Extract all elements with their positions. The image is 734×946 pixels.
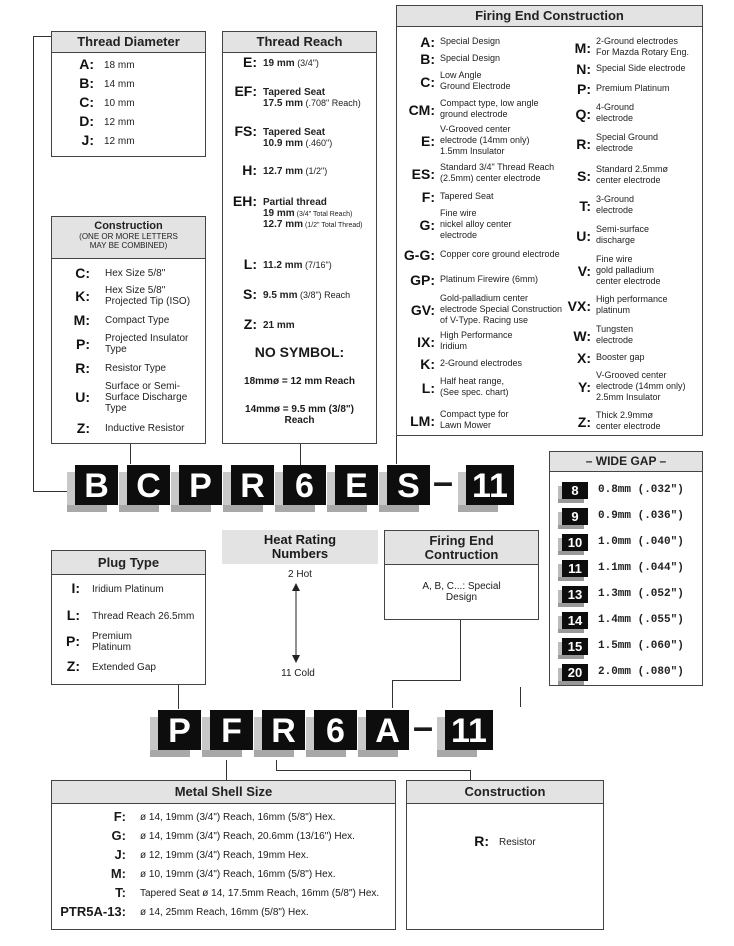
- code-letter-block: A: [366, 710, 409, 750]
- reach-value: 19 mm: [263, 208, 295, 219]
- code-dash: –: [433, 461, 454, 502]
- code-dash: –: [413, 706, 434, 747]
- code-desc: Ground Electrode: [440, 81, 511, 91]
- code-desc: Lawn Mower: [440, 420, 492, 430]
- code-label: C:: [79, 94, 94, 110]
- code-desc: ø 14, 25mm Reach, 16mm (5/8") Hex.: [140, 907, 309, 918]
- code-desc: Special Side electrode: [596, 63, 686, 73]
- thread-diameter-box: [51, 31, 206, 157]
- connector-line: [392, 680, 393, 708]
- code-letter-block: R: [231, 465, 274, 505]
- code-label: FS:: [234, 123, 257, 139]
- wide-gap-number: 8: [562, 482, 588, 499]
- reach-value: 12.7 mm: [263, 166, 304, 177]
- wide-gap-value: 1.1mm (.044"): [598, 562, 684, 574]
- code-desc: Special Design: [440, 53, 501, 63]
- code-label: Q:: [575, 105, 591, 122]
- metal-shell-box: [51, 780, 396, 930]
- code-desc: platinum: [596, 305, 631, 315]
- metal-shell-title: Metal Shell Size: [52, 781, 395, 804]
- code-desc: 2-Ground electrodes: [440, 358, 523, 368]
- code-desc: gold palladium: [596, 265, 655, 275]
- code-label: K:: [75, 288, 90, 304]
- thread-diameter-title: Thread Diameter: [52, 32, 205, 53]
- code-label: Y:: [578, 379, 591, 395]
- code-letter-block: 6: [314, 710, 357, 750]
- wide-gap-number: 10: [562, 534, 588, 551]
- firing-end-box: [396, 5, 703, 436]
- code-desc: electrode Special Construction: [440, 304, 563, 314]
- reach-note: (3/4" Total Reach): [294, 211, 353, 218]
- reach-note: (3/4"): [294, 58, 319, 68]
- code-label: M:: [574, 39, 591, 56]
- wide-gap-value: 1.5mm (.060"): [598, 640, 684, 652]
- code-desc: 3-Ground: [596, 194, 635, 204]
- code-label: GP:: [410, 272, 435, 288]
- reach-note: (.708" Reach): [303, 98, 361, 108]
- code-desc: Projected Insulator: [105, 333, 189, 344]
- code-label: A:: [79, 56, 94, 72]
- code-desc: Copper core ground electrode: [440, 249, 560, 259]
- connector-line: [300, 444, 301, 466]
- code-desc: ø 10, 19mm (3/4") Reach, 16mm (5/8") Hex.: [140, 869, 336, 880]
- code-suffix-block: 11: [466, 465, 514, 505]
- connector-line: [392, 680, 461, 681]
- code-label: VX:: [567, 297, 591, 314]
- code-desc: Surface Discharge: [105, 392, 188, 403]
- code-desc: Platinum: [92, 642, 131, 653]
- code-desc: Semi-surface: [596, 224, 650, 234]
- code-desc: Inductive Resistor: [105, 423, 185, 434]
- connector-line: [178, 685, 179, 709]
- code-suffix-block: 11: [445, 710, 493, 750]
- code-label: C:: [420, 73, 435, 90]
- connector-line: [33, 491, 67, 492]
- code-desc: 12 mm: [104, 117, 135, 128]
- code-label: I:: [71, 580, 80, 596]
- code-desc: [263, 260, 332, 271]
- code-label: LM:: [410, 412, 435, 429]
- code-label: F:: [421, 189, 435, 205]
- no-symbol-line: Reach: [284, 415, 315, 426]
- wide-gap-number: 14: [562, 612, 588, 629]
- code-desc: Compact Type: [105, 315, 170, 326]
- code-label: P:: [577, 81, 591, 97]
- reach-value: 19 mm: [263, 58, 295, 69]
- reach-note: (.460"): [303, 138, 333, 148]
- code-letter-block: P: [179, 465, 222, 505]
- code-label: P:: [66, 633, 80, 649]
- code-desc: Booster gap: [596, 352, 645, 362]
- code-label: EF:: [234, 83, 257, 99]
- code-label: S:: [577, 167, 591, 184]
- code-desc: Fine wire: [440, 208, 477, 218]
- code-desc: Thread Reach 26.5mm: [92, 611, 195, 622]
- code-label: L:: [243, 256, 257, 272]
- code-label: R:: [474, 833, 489, 849]
- code-desc: electrode: [596, 205, 634, 215]
- code-desc: Hex Size 5/8": [105, 268, 166, 279]
- connector-line: [520, 687, 521, 707]
- code-desc: ground electrode: [440, 109, 508, 119]
- code-desc: Hex Size 5/8": [105, 285, 166, 296]
- code-letter-block: S: [387, 465, 430, 505]
- code-label: S:: [243, 286, 257, 302]
- code-desc: [263, 138, 332, 149]
- code-label: P:: [76, 336, 90, 352]
- code-desc: discharge: [596, 235, 636, 245]
- code-label: T:: [115, 885, 126, 900]
- code-desc: electrode: [596, 113, 634, 123]
- code-desc: Compact type for: [440, 409, 509, 419]
- no-symbol-line: 18mmø = 12 mm Reach: [244, 376, 355, 387]
- code-desc: [263, 166, 327, 177]
- construction-box: [51, 216, 206, 444]
- connector-line: [276, 770, 471, 771]
- code-letter-block: E: [335, 465, 378, 505]
- code-desc: Type: [105, 344, 127, 355]
- heat-range-arrow: [290, 583, 302, 663]
- code-label: R:: [576, 135, 591, 152]
- code-letter-block: B: [75, 465, 118, 505]
- code-desc: Iridium: [440, 341, 468, 351]
- code-desc: 2-Ground electrodes: [596, 36, 679, 46]
- code-desc: [263, 98, 361, 109]
- heat-rating-title: Heat Rating: [263, 532, 337, 547]
- code-label: U:: [576, 227, 591, 244]
- firing-end-2-title: Contruction: [424, 547, 499, 562]
- code-desc: ø 14, 19mm (3/4") Reach, 16mm (5/8") Hex.: [140, 812, 336, 823]
- plug-type-title: Plug Type: [52, 551, 205, 575]
- code-desc: [263, 290, 350, 301]
- code-desc: Premium Platinum: [596, 83, 670, 93]
- code-desc: 1.5mm Insulator: [440, 146, 505, 156]
- code-desc: electrode (14mm only): [596, 381, 686, 391]
- code-label: R:: [75, 360, 90, 376]
- code-desc: Thick 2.9mmø: [596, 410, 654, 420]
- code-label: C:: [75, 265, 90, 281]
- connector-line: [396, 436, 397, 464]
- heat-cold-label: 11 Cold: [281, 668, 315, 679]
- code-label: ES:: [411, 165, 435, 182]
- code-desc: ø 12, 19mm (3/4") Reach, 19mm Hex.: [140, 850, 309, 861]
- firing-end-title: Firing End Construction: [397, 6, 702, 27]
- connector-line: [33, 36, 51, 37]
- code-desc: electrode: [596, 143, 634, 153]
- code-desc: center electrode: [596, 421, 661, 431]
- code-label: Z:: [66, 658, 80, 674]
- code-label: K:: [420, 356, 435, 372]
- code-label: CM:: [408, 101, 435, 118]
- code-desc: Tapered Seat ø 14, 17.5mm Reach, 16mm (5/8") Hex.: [140, 888, 380, 899]
- code-desc: Tapered Seat: [440, 191, 494, 201]
- reach-value: 10.9 mm: [263, 138, 304, 149]
- code-desc: Fine wire: [596, 254, 633, 264]
- code-desc: electrode (14mm only): [440, 135, 530, 145]
- code-desc: ø 14, 19mm (3/4") Reach, 20.6mm (13/16") Hex.: [140, 831, 355, 842]
- code-letter-block: P: [158, 710, 201, 750]
- code-label: N:: [576, 61, 591, 77]
- code-label: G:: [111, 828, 126, 843]
- code-label: Z:: [243, 316, 257, 332]
- wide-gap-number: 20: [562, 664, 588, 681]
- construction-subtitle: (ONE OR MORE LETTERS: [79, 232, 178, 241]
- reach-value: 11.2 mm: [263, 260, 303, 271]
- reach-note: (7/16"): [302, 260, 332, 270]
- code-letter-block: C: [127, 465, 170, 505]
- wide-gap-number: 11: [562, 560, 588, 577]
- code-label: H:: [242, 162, 257, 178]
- code-desc: V-Grooved center: [440, 124, 511, 134]
- wide-gap-value: 0.8mm (.032"): [598, 484, 684, 496]
- construction-title: Construction: [94, 220, 163, 232]
- wide-gap-value: 2.0mm (.080"): [598, 666, 684, 678]
- wide-gap-title: – WIDE GAP –: [550, 452, 702, 472]
- code-desc: For Mazda Rotary Eng.: [596, 47, 690, 57]
- code-desc: Low Angle: [440, 70, 482, 80]
- code-desc: 2.5mm Insulator: [596, 392, 661, 402]
- construction-bottom-title: Construction: [407, 781, 603, 804]
- heat-rating-header: [222, 530, 378, 564]
- code-label: W:: [573, 327, 591, 344]
- construction-bottom-box: [406, 780, 604, 930]
- reach-value: 17.5 mm: [263, 98, 304, 109]
- firing-end-2-desc: Design: [445, 592, 478, 603]
- code-label: Z:: [577, 413, 591, 430]
- code-label: M:: [110, 866, 126, 881]
- code-desc: 10 mm: [104, 98, 135, 109]
- no-symbol-line: 14mmø = 9.5 mm (3/8"): [245, 404, 354, 415]
- code-label: J:: [81, 132, 94, 148]
- code-desc: 21 mm: [263, 320, 295, 331]
- code-desc: High Performance: [440, 330, 513, 340]
- wide-gap-value: 0.9mm (.036"): [598, 510, 684, 522]
- reach-note: (1/2"): [303, 166, 328, 176]
- code-label: B:: [79, 75, 94, 91]
- code-desc: Tungsten: [596, 324, 634, 334]
- wide-gap-number: 9: [562, 508, 588, 525]
- connector-line: [130, 444, 131, 445]
- code-desc: center electrode: [596, 276, 661, 286]
- reach-value: 9.5 mm: [263, 290, 298, 301]
- heat-rating-title: Numbers: [271, 546, 329, 561]
- connector-line: [226, 760, 227, 780]
- code-letter-block: R: [262, 710, 305, 750]
- reach-note: (3/8") Reach: [297, 290, 351, 300]
- firing-end-2-desc: A, B, C...: Special: [422, 581, 501, 592]
- code-label: M:: [73, 312, 90, 328]
- wide-gap-number: 13: [562, 586, 588, 603]
- code-label: X:: [577, 350, 591, 366]
- code-desc: [263, 58, 319, 69]
- code-desc: High performance: [596, 294, 668, 304]
- thread-reach-box: [222, 31, 377, 444]
- code-desc: Surface or Semi-: [105, 381, 181, 392]
- code-desc: center electrode: [596, 175, 661, 185]
- code-label: J:: [114, 847, 126, 862]
- code-desc: Standard 2.5mmø: [596, 164, 669, 174]
- code-desc: 4-Ground: [596, 102, 635, 112]
- code-label: V:: [577, 263, 591, 279]
- firing-end-2-title: Firing End: [429, 533, 494, 548]
- code-desc: Type: [105, 403, 127, 414]
- reach-value: 12.7 mm: [263, 219, 304, 230]
- connector-line: [130, 444, 131, 464]
- plug-type-box: [51, 550, 206, 685]
- code-label: A:: [420, 34, 435, 50]
- code-desc: Platinum Firewire (6mm): [440, 274, 539, 284]
- connector-line: [460, 620, 461, 680]
- code-desc: 14 mm: [104, 79, 135, 90]
- code-desc: electrode: [596, 335, 634, 345]
- code-label: D:: [79, 113, 94, 129]
- heat-hot-label: 2 Hot: [288, 569, 312, 580]
- code-label: L:: [421, 379, 435, 396]
- code-desc: Tapered Seat: [263, 87, 326, 98]
- wide-gap-number: 15: [562, 638, 588, 655]
- code-label: B:: [420, 51, 435, 67]
- code-desc: [263, 219, 362, 231]
- reach-note: (1/2" Total Thread): [303, 222, 363, 229]
- code-label: G-G:: [403, 247, 435, 263]
- code-label: Z:: [76, 420, 90, 436]
- connector-line: [276, 760, 277, 770]
- firing-end-2-header: [385, 531, 538, 565]
- code-desc: (2.5mm) center electrode: [440, 173, 541, 183]
- connector-line: [470, 770, 471, 780]
- code-desc: of V-Type. Racing use: [440, 315, 529, 325]
- code-desc: Partial thread: [263, 197, 327, 208]
- code-label: EH:: [232, 193, 257, 209]
- code-desc: Tapered Seat: [263, 127, 326, 138]
- firing-end-2-box: [384, 530, 539, 620]
- code-desc: (See spec. chart): [440, 387, 509, 397]
- code-desc: Compact type, low angle: [440, 98, 539, 108]
- code-desc: Gold-palladium center: [440, 293, 529, 303]
- code-desc: 12 mm: [104, 136, 135, 147]
- code-desc: V-Grooved center: [596, 370, 667, 380]
- code-desc: Resistor: [499, 837, 536, 848]
- code-label: GV:: [410, 302, 435, 318]
- code-desc: Standard 3/4" Thread Reach: [440, 162, 555, 172]
- construction-subtitle: MAY BE COMBINED): [89, 241, 168, 250]
- code-desc: 18 mm: [104, 60, 135, 71]
- code-letter-block: F: [210, 710, 253, 750]
- code-desc: Half heat range,: [440, 376, 505, 386]
- code-desc: Iridium Platinum: [92, 584, 164, 595]
- wide-gap-value: 1.3mm (.052"): [598, 588, 684, 600]
- no-symbol-heading: NO SYMBOL:: [254, 344, 345, 360]
- code-label: PTR5A-13:: [60, 904, 126, 919]
- connector-line: [33, 36, 34, 492]
- code-desc: Extended Gap: [92, 662, 156, 673]
- code-desc: Projected Tip (ISO): [105, 296, 191, 307]
- thread-reach-title: Thread Reach: [223, 32, 376, 53]
- code-label: L:: [66, 607, 80, 623]
- code-desc: Premium: [92, 631, 133, 642]
- code-desc: electrode: [440, 230, 478, 240]
- wide-gap-value: 1.0mm (.040"): [598, 536, 684, 548]
- code-label: U:: [75, 389, 90, 405]
- code-desc: Resistor Type: [105, 363, 166, 374]
- construction-header: [52, 217, 205, 259]
- wide-gap-box: [549, 451, 703, 686]
- code-label: G:: [419, 217, 435, 233]
- wide-gap-value: 1.4mm (.055"): [598, 614, 684, 626]
- code-desc: Special Ground: [596, 132, 659, 142]
- code-label: F:: [113, 809, 126, 824]
- code-label: IX:: [417, 333, 435, 350]
- code-label: E:: [243, 54, 257, 70]
- code-letter-block: 6: [283, 465, 326, 505]
- code-desc: nickel alloy center: [440, 219, 512, 229]
- code-label: E:: [421, 133, 435, 149]
- code-label: T:: [579, 197, 591, 214]
- code-desc: Special Design: [440, 36, 501, 46]
